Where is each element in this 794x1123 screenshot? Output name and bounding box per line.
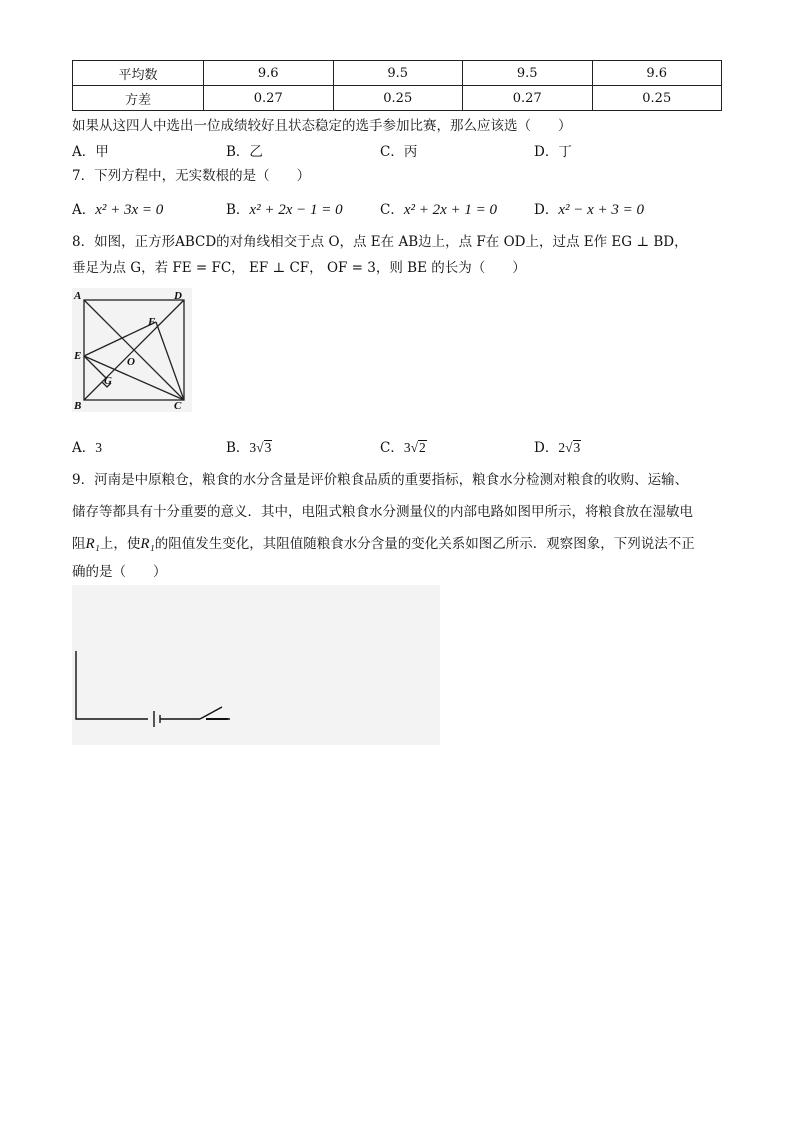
q7-stem: 7．下列方程中，无实数根的是（ ） bbox=[72, 168, 311, 184]
option-value: 3 bbox=[95, 440, 102, 455]
q7-option-c[interactable] bbox=[380, 200, 497, 220]
option-letter: C． bbox=[380, 440, 404, 456]
option-value: 3 bbox=[249, 440, 257, 455]
table-cell: 0.25 bbox=[333, 86, 463, 111]
table-cell: 0.27 bbox=[463, 86, 593, 111]
q9-line-2: 储存等都具有十分重要的意义．其中，电阻式粮食水分测量仪的内部电路如图甲所示，将粮食放在湿敏电 bbox=[72, 504, 693, 520]
q7-expr-a: x² + 3x = 0 bbox=[95, 202, 164, 218]
label-o: O bbox=[127, 356, 135, 368]
option-radicand: 3 bbox=[264, 440, 272, 455]
table-cell: 0.25 bbox=[592, 86, 722, 111]
q6-option-c[interactable]: C．丙 bbox=[380, 144, 418, 160]
q6-stem: 如果从这四人中选出一位成绩较好且状态稳定的选手参加比赛，那么应该选（ ） bbox=[72, 118, 572, 134]
q7-option-d[interactable] bbox=[534, 200, 644, 220]
q6-option-d[interactable]: D．丁 bbox=[534, 144, 572, 160]
q8-line-1: 8．如图，正方形ABCD的对角线相交于点 O，点 E在 AB边上，点 F在 OD上，过点 E作 EG ⊥ BD， bbox=[72, 234, 688, 250]
table-cell: 方差 bbox=[73, 86, 204, 111]
option-radicand: 3 bbox=[573, 440, 581, 455]
q8-line-2: 垂足为点 G，若 FE = FC， EF ⊥ CF， OF = 3，则 BE 的长为（ ） bbox=[72, 260, 526, 276]
segment-eg bbox=[84, 356, 106, 378]
option-letter: A． bbox=[72, 202, 96, 218]
switch-lever bbox=[200, 707, 222, 719]
q8-option-b[interactable]: B．3√3 bbox=[226, 440, 272, 456]
option-letter: B． bbox=[226, 202, 250, 218]
circuit-wire-left bbox=[76, 651, 148, 719]
label-g: G bbox=[104, 375, 112, 387]
q8-option-c[interactable]: C．3√2 bbox=[380, 440, 426, 456]
stats-table bbox=[72, 60, 722, 111]
option-letter: C． bbox=[380, 202, 404, 218]
q7-expr-b: x² + 2x − 1 = 0 bbox=[249, 202, 343, 218]
table-row bbox=[73, 86, 722, 111]
q8-option-a[interactable] bbox=[72, 438, 102, 458]
text: 的阻值发生变化，其阻值随粮食水分含量的变化关系如图乙所示．观察图象，下列说法不正 bbox=[154, 536, 695, 552]
q9-line-3 bbox=[72, 534, 695, 554]
label-f: F bbox=[148, 316, 156, 328]
table-cell: 9.6 bbox=[204, 61, 334, 86]
option-radicand: 2 bbox=[419, 440, 426, 455]
q6-option-a[interactable]: A．甲 bbox=[72, 144, 109, 160]
option-letter: D． bbox=[534, 440, 559, 456]
q8-option-d[interactable]: D．2√3 bbox=[534, 440, 581, 456]
table-cell: 9.6 bbox=[592, 61, 722, 86]
option-letter: D． bbox=[534, 202, 559, 218]
table-row bbox=[73, 61, 722, 86]
label-c: C bbox=[174, 400, 182, 412]
table-cell: 9.5 bbox=[463, 61, 593, 86]
q7-expr-d: x² − x + 3 = 0 bbox=[558, 202, 645, 218]
q7-option-a[interactable] bbox=[72, 200, 163, 220]
q6-option-b[interactable]: B．乙 bbox=[226, 144, 263, 160]
option-value: 3 bbox=[403, 440, 411, 455]
option-letter: A． bbox=[72, 440, 96, 456]
var-r1: R₁ bbox=[140, 536, 155, 552]
table-cell: 0.27 bbox=[204, 86, 334, 111]
q7-expr-c: x² + 2x + 1 = 0 bbox=[403, 202, 498, 218]
option-value: 2 bbox=[558, 440, 566, 455]
option-letter: B． bbox=[226, 440, 250, 456]
segment-fc bbox=[156, 322, 184, 400]
circuit-diagram bbox=[72, 585, 440, 745]
table-cell: 9.5 bbox=[333, 61, 463, 86]
q7-option-b[interactable] bbox=[226, 200, 343, 220]
label-e: E bbox=[74, 350, 82, 362]
text: 阻 bbox=[72, 536, 86, 552]
square-diagram bbox=[72, 288, 192, 412]
q9-line-1: 9．河南是中原粮仓，粮食的水分含量是评价粮食品质的重要指标，粮食水分检测对粮食的收购、运输、 bbox=[72, 472, 689, 488]
text: 上，使 bbox=[99, 536, 141, 552]
label-d: D bbox=[174, 290, 182, 302]
table-cell: 平均数 bbox=[73, 61, 204, 86]
square-figure bbox=[72, 288, 192, 412]
q9-line-4: 确的是（ ） bbox=[72, 564, 167, 580]
var-r1: R₁ bbox=[85, 536, 100, 552]
circuit-and-chart-figure bbox=[72, 585, 440, 745]
label-b: B bbox=[74, 400, 82, 412]
label-a: A bbox=[74, 290, 82, 302]
